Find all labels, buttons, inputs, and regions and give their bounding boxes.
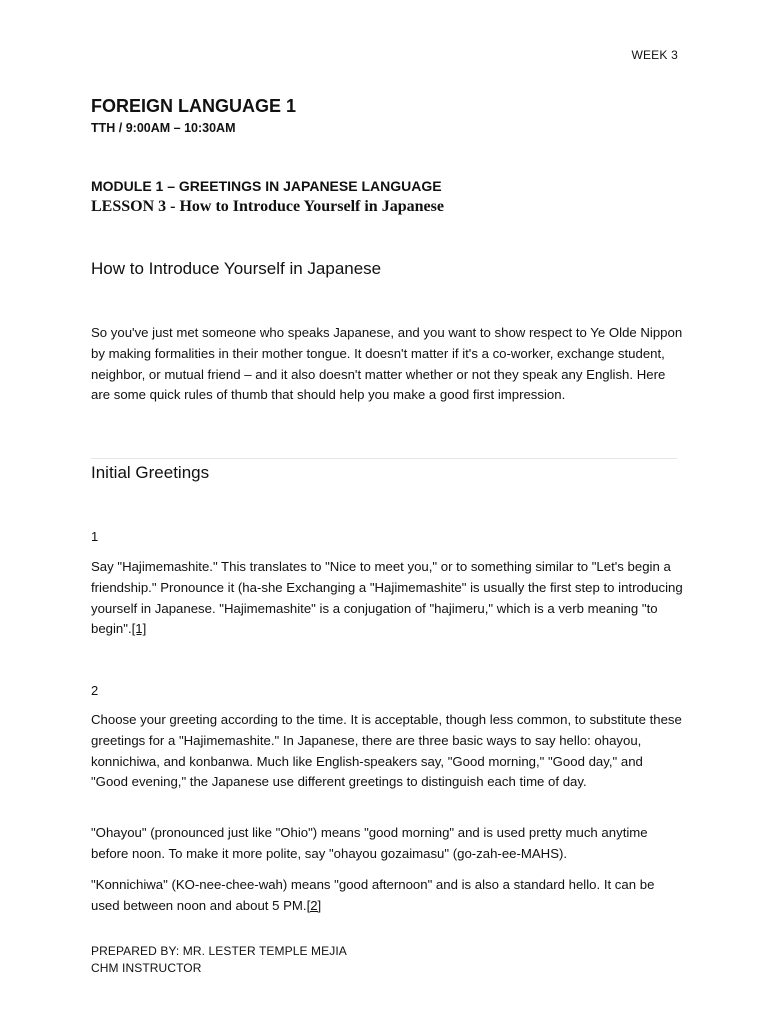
instructor-role: CHM INSTRUCTOR bbox=[91, 961, 202, 975]
class-schedule: TTH / 9:00AM – 10:30AM bbox=[91, 121, 236, 135]
konnichiwa-paragraph bbox=[91, 875, 683, 917]
lesson-title: LESSON 3 - How to Introduce Yourself in Japanese bbox=[91, 198, 444, 215]
week-label: WEEK 3 bbox=[631, 48, 678, 62]
page-heading: How to Introduce Yourself in Japanese bbox=[91, 259, 382, 278]
divider bbox=[91, 458, 677, 459]
step-2-paragraph: Choose your greeting according to the time. It is acceptable, though less common, to substitute these greetings for a "Hajimemashite." In Japanese, there are three basic ways to say hello: ohayou, konnichiwa, and konbanwa. Much like English-speakers say, "Good morning," "Good day," and "Good evening," the Japanese use different greetings to distinguish each time of day. bbox=[91, 712, 682, 790]
konnichiwa-text: "Konnichiwa" (KO-nee-chee-wah) means "good afternoon" and is also a standard hello. It can be used between noon and about 5 PM. bbox=[91, 877, 655, 913]
prepared-by: PREPARED BY: MR. LESTER TEMPLE MEJIA bbox=[91, 944, 347, 958]
module-title: MODULE 1 – GREETINGS IN JAPANESE LANGUAGE bbox=[91, 178, 442, 194]
intro-paragraph: So you've just met someone who speaks Japanese, and you want to show respect to Ye Olde Nippon by making formalities in their mother tongue. It doesn't matter if it's a co-worker, exchange student, neighbor, or mutual friend – and it also doesn't matter whether or not they speak any English. Here are some quick rules of thumb that should help you make a good first impression. bbox=[91, 325, 683, 403]
ohayou-paragraph: "Ohayou" (pronounced just like "Ohio") means "good morning" and is used pretty much anytime before noon. To make it more polite, say "ohayou gozaimasu" (go-zah-ee-MAHS). bbox=[91, 825, 648, 861]
step-number-1: 1 bbox=[91, 529, 99, 544]
course-title: FOREIGN LANGUAGE 1 bbox=[91, 96, 297, 116]
step-1-paragraph bbox=[91, 557, 683, 640]
step-number-2: 2 bbox=[91, 683, 99, 698]
reference-link-2[interactable]: [2] bbox=[306, 897, 322, 913]
reference-link-1[interactable]: [1] bbox=[131, 621, 147, 637]
step-1-text: Say "Hajimemashite." This translates to "Nice to meet you," or to something similar to "Let's begin a friendship." Pronounce it (ha-she Exchanging a "Hajimemashite" is usually the first step to introducing yourself in Japanese. "Hajimemashite" is a conjugation of "hajimeru," which is a verb meaning "to begin". bbox=[91, 559, 683, 637]
section-heading-initial-greetings: Initial Greetings bbox=[91, 463, 210, 482]
